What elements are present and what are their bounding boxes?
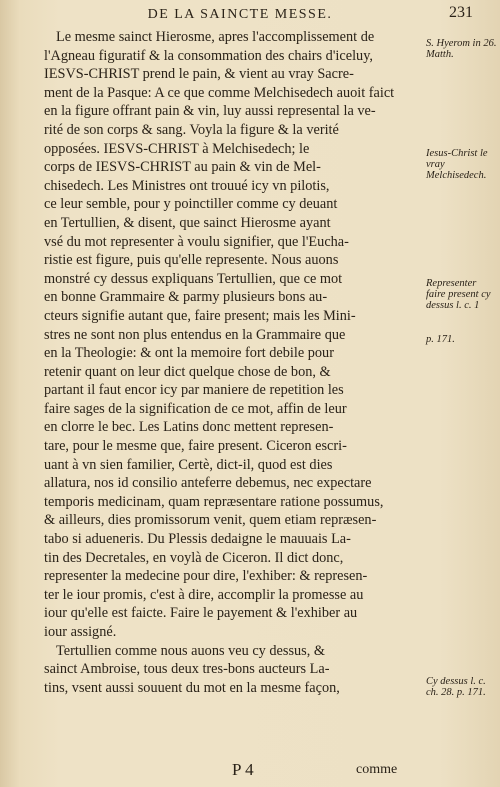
text-line: Tertullien comme nous auons veu cy dessus, &: [56, 642, 326, 659]
text-line: uant à vn sien familier, Certè, dict-il, quod est dies: [44, 456, 333, 473]
text-line: retenir quant on leur dict quelque chose de bon, &: [44, 363, 331, 380]
text-line: & ailleurs, dies promissorum venit, quem etiam repræsen-: [44, 512, 377, 529]
text-line: iour assigné.: [44, 624, 117, 640]
text-line: en la figure offrant pain & vin, luy aussi represental la ve-: [44, 103, 376, 120]
text-line: IESVS-CHRIST prend le pain, & vient au vray Sacre-: [44, 66, 354, 83]
margin-note: Representer faire present cy dessus l. c. 1: [426, 278, 491, 311]
text-line: l'Agneau figuratif & la consommation des chairs d'iceluy,: [44, 47, 373, 64]
margin-note: Cy dessus l. c. ch. 28. p. 171.: [426, 676, 486, 698]
page-number: 231: [449, 4, 473, 21]
text-line: rité de son corps & sang. Voyla la figure & la verité: [44, 121, 339, 138]
text-line: corps de IESVS-CHRIST au pain & vin de Mel-: [44, 159, 321, 176]
text-line: opposées. IESVS-CHRIST à Melchisedech; le: [44, 140, 310, 157]
running-head: DE LA SAINCTE MESSE.: [147, 7, 333, 22]
text-line: monstré cy dessus expliquans Tertullien, que ce mot: [44, 270, 343, 287]
text-line: tins, vsent aussi souuent du mot en la mesme façon,: [44, 679, 340, 696]
body-text: [44, 28, 422, 697]
signature-mark: P 4: [232, 760, 254, 779]
margin-note: p. 171.: [426, 334, 455, 345]
text-line: Le mesme sainct Hierosme, apres l'accomplissement de: [56, 29, 375, 45]
text-line: stres ne sont non plus entendus en la Grammaire que: [44, 326, 346, 343]
text-line: cteurs signifie autant que, faire present; mais les Mini-: [44, 307, 356, 324]
page-footer: [0, 760, 500, 782]
text-line: ristie est figure, puis qu'elle represente. Nous auons: [44, 252, 339, 269]
text-line: partant il faut encor icy par maniere de repetition les: [44, 382, 344, 399]
catchword: comme: [356, 762, 398, 777]
margin-note: Iesus-Christ le vray Melchisedech.: [426, 148, 488, 181]
text-line: en la Theologie: & ont la memoire fort debile pour: [44, 345, 334, 362]
text-line: sainct Ambroise, tous deux tres-bons aucteurs La-: [44, 661, 330, 678]
text-line: vsé du mot representer à voulu signifier, que l'Eucha-: [44, 233, 349, 250]
text-line: ce leur semble, pour y poinctiller comme cy deuant: [44, 196, 338, 213]
text-line: ter le iour promis, c'est à dire, accomplir la promesse au: [44, 586, 364, 603]
page-header: [0, 4, 500, 28]
text-line: en Tertullien, & disent, que sainct Hierosme ayant: [44, 214, 331, 231]
text-line: tabo si adueneris. Du Plessis dedaigne le mauuais La-: [44, 531, 351, 548]
text-line: ment de la Pasque: A ce que comme Melchisedech auoit faict: [44, 84, 395, 101]
text-line: tare, pour le mesme que, faire present. Ciceron escri-: [44, 438, 347, 455]
text-line: chisedech. Les Ministres ont trouué icy vn pilotis,: [44, 177, 330, 194]
text-line: allatura, nos id consilio anteferre debemus, nec expectare: [44, 475, 372, 492]
text-line: en clorre le bec. Les Latins donc mettent represen-: [44, 419, 334, 436]
margin-note: S. Hyerom in 26. Matth.: [426, 38, 497, 60]
text-line: tin des Decretales, en voylà de Ciceron. Il dict donc,: [44, 549, 344, 566]
text-line: faire sages de la signification de ce mot, affin de leur: [44, 400, 347, 417]
text-line: en bonne Grammaire & parmy plusieurs bons au-: [44, 289, 328, 306]
text-line: temporis medicinam, quam repræsentare ratione possumus,: [44, 493, 384, 510]
text-line: iour qu'elle est faicte. Faire le payement & l'exhiber au: [44, 605, 358, 622]
text-line: representer la medecine pour dire, l'exhiber: & represen-: [44, 568, 368, 585]
